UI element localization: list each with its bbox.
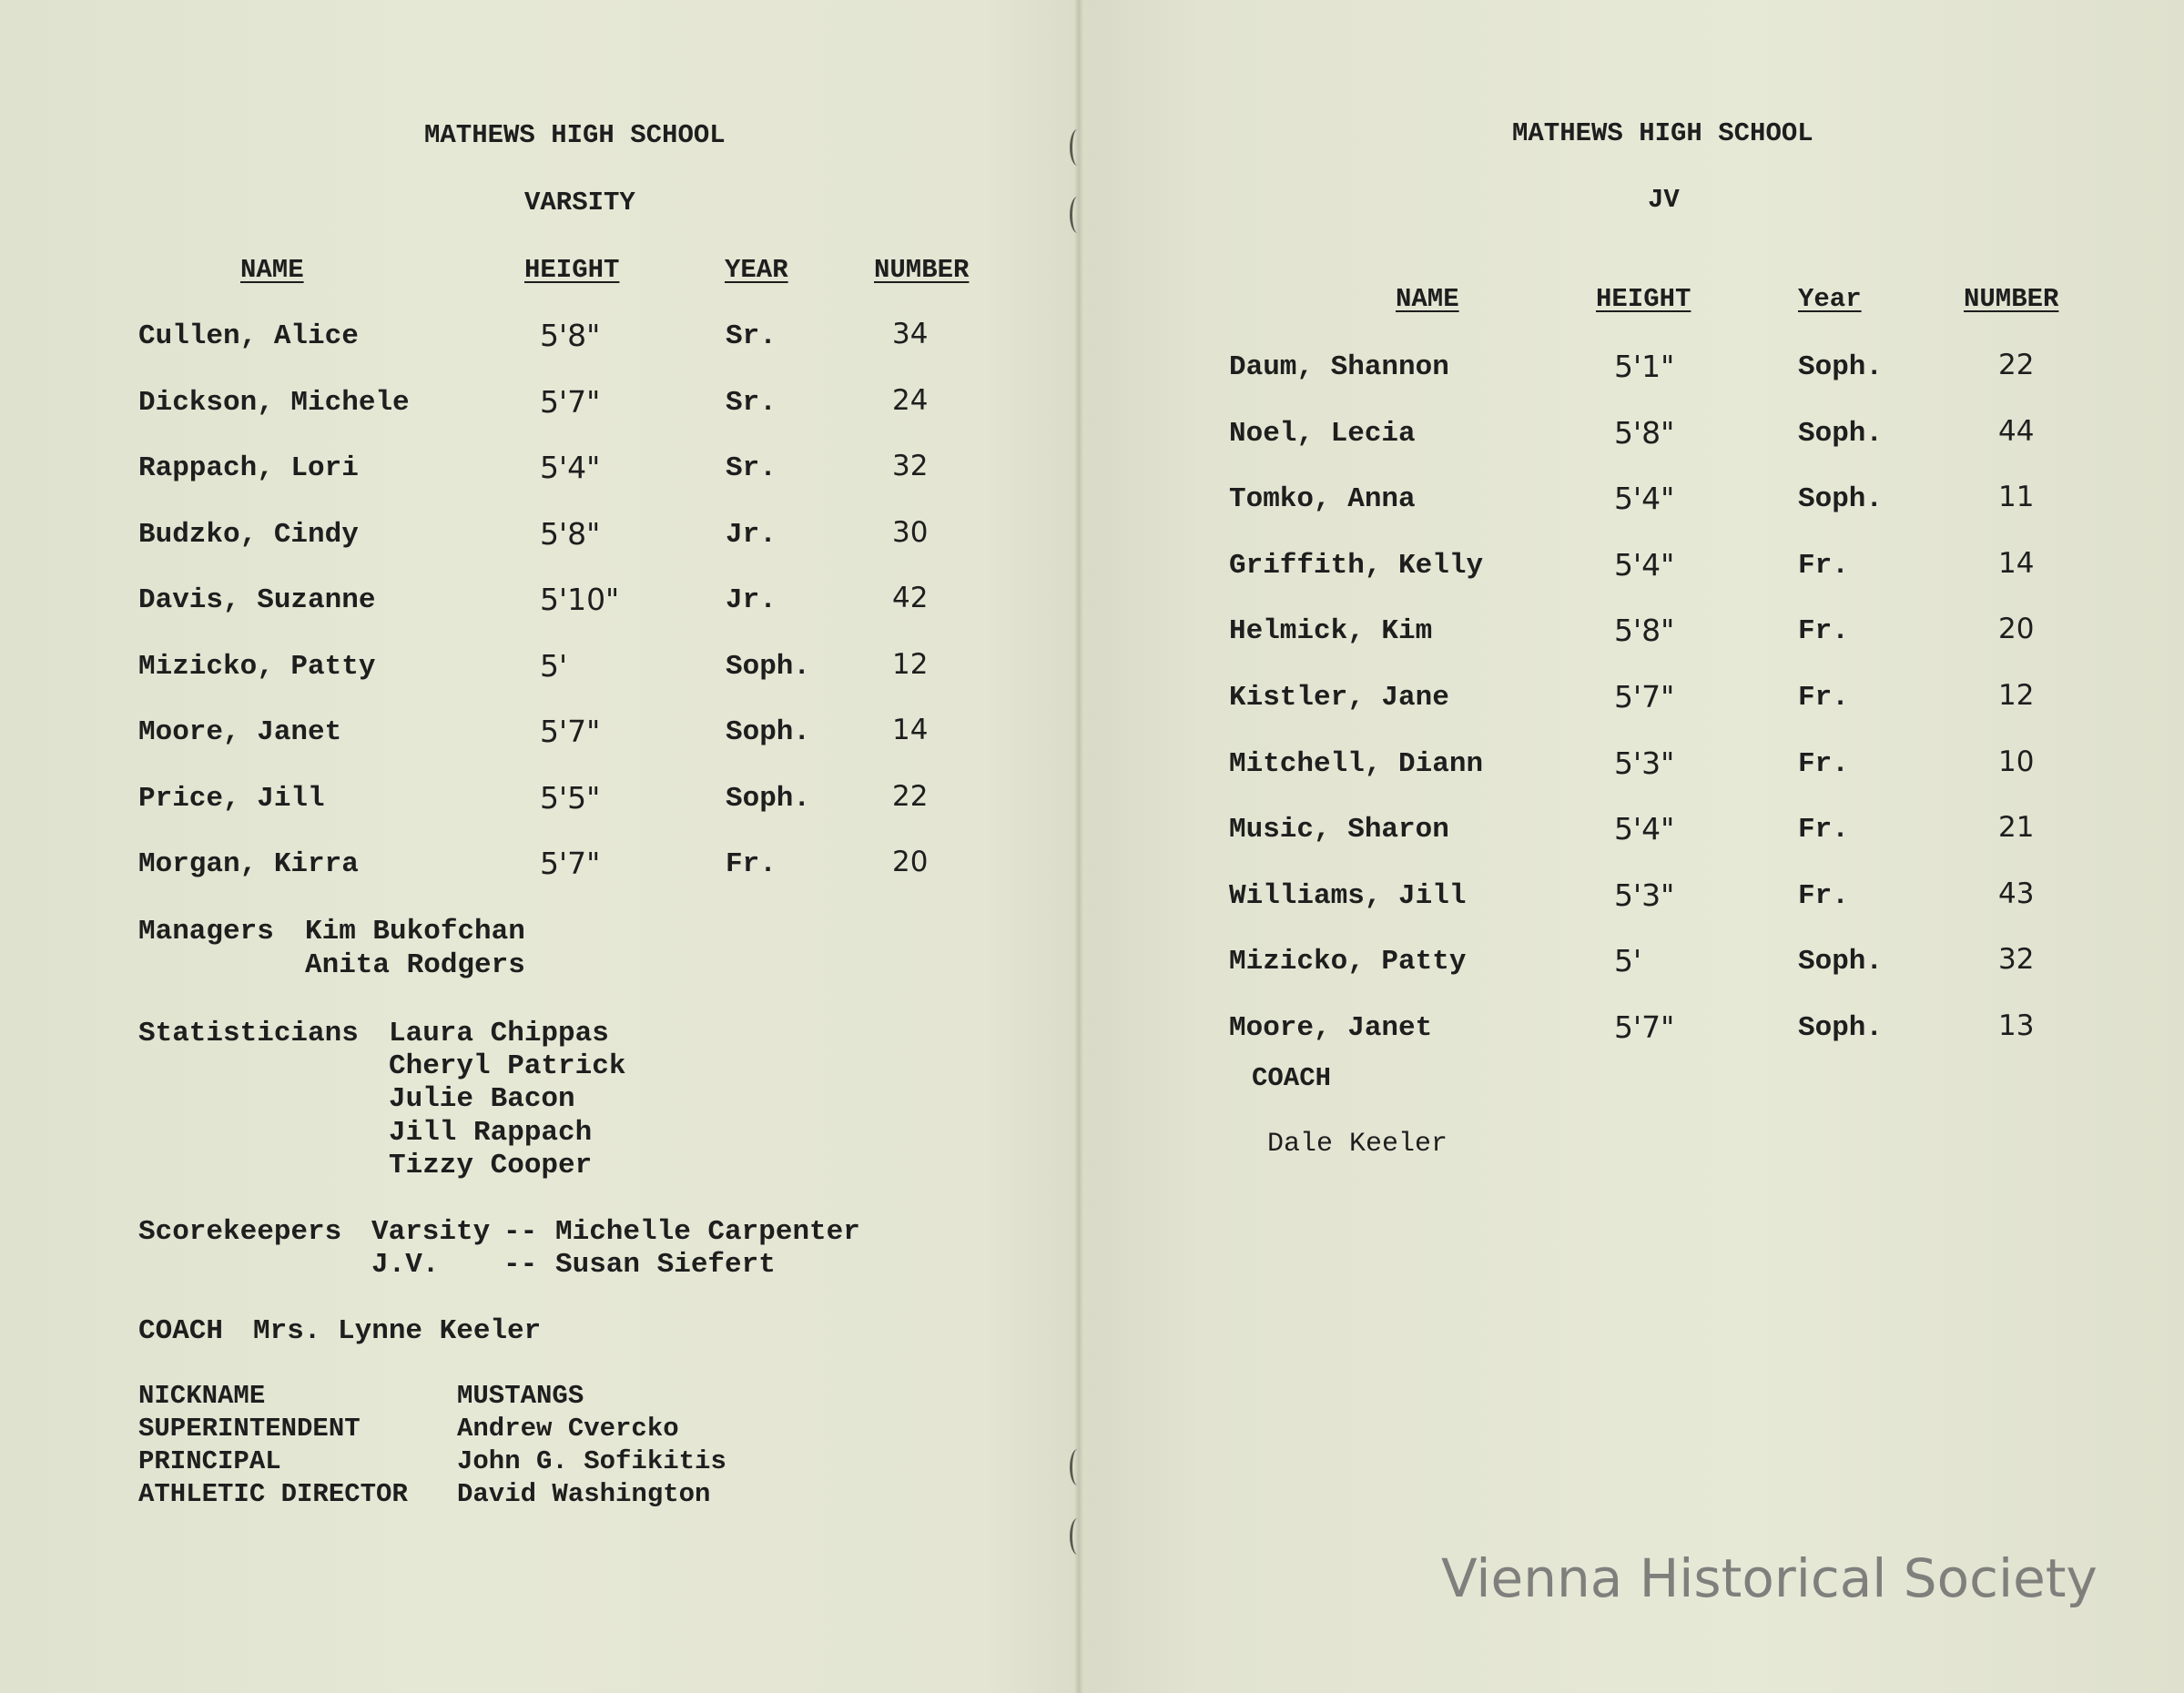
varsity-header-number: NUMBER [874,255,970,285]
jv-team-title: JV [1648,185,1680,215]
varsity-coach-name: Mrs. Lynne Keeler [253,1315,542,1347]
player-year: Jr. [726,518,777,551]
player-height: 5'7" [540,714,601,749]
player-year: Soph. [1798,1012,1884,1044]
player-name: Helmick, Kim [1229,615,1433,648]
jv-school-title: MATHEWS HIGH SCHOOL [1512,118,1813,148]
player-name: Mizicko, Patty [1229,946,1467,978]
watermark: Vienna Historical Society [1441,1547,2098,1609]
jv-page [1083,0,2184,1693]
player-name: Mizicko, Patty [138,650,376,683]
jv-header-height: HEIGHT [1596,284,1691,314]
player-height: 5'8" [540,515,601,552]
info-label-superintendent: SUPERINTENDENT [138,1414,361,1444]
varsity-header-year: YEAR [725,255,788,285]
varsity-coach-label: COACH [138,1315,224,1347]
player-number: 32 [892,450,929,482]
player-name: Noel, Lecia [1229,417,1416,450]
player-height: 5'4" [1614,481,1675,517]
player-name: Price, Jill [138,782,325,815]
manager-name: Kim Bukofchan [305,916,525,948]
info-label-nickname: NICKNAME [138,1381,266,1411]
info-value-nickname: MUSTANGS [457,1381,584,1411]
player-name: Daum, Shannon [1229,351,1449,383]
player-name: Griffith, Kelly [1229,549,1484,582]
jv-header-number: NUMBER [1964,284,2059,314]
jv-header-name: NAME [1396,284,1459,314]
player-year: Soph. [726,650,811,683]
scorekeeper-name: Michelle Carpenter [555,1216,860,1248]
player-number: 14 [1998,546,2035,580]
statistician-name: Julie Bacon [389,1083,575,1115]
player-name: Rappach, Lori [138,452,359,484]
player-year: Soph. [726,716,811,748]
info-value-principal: John G. Sofikitis [457,1446,726,1476]
scorekeeper-name: Susan Siefert [555,1249,776,1281]
info-value-superintendent: Andrew Cvercko [457,1414,679,1444]
player-year: Fr. [726,848,777,880]
player-name: Tomko, Anna [1229,483,1416,516]
scorekeeper-team: Varsity [371,1216,491,1248]
player-height: 5' [1614,943,1642,979]
scorekeeper-separator: -- [503,1249,538,1281]
player-year: Fr. [1798,879,1849,912]
player-year: Sr. [726,320,777,352]
player-year: Fr. [1798,549,1849,582]
player-height: 5'1" [1614,349,1675,384]
player-number: 10 [1998,745,2035,778]
player-number: 32 [1998,943,2035,977]
jv-coach-label: COACH [1252,1063,1332,1093]
player-name: Morgan, Kirra [138,848,359,880]
player-height: 5'7" [540,383,601,420]
player-height: 5' [540,647,568,684]
statistician-name: Cheryl Patrick [389,1050,626,1082]
player-name: Williams, Jill [1229,879,1467,912]
player-year: Soph. [1798,417,1884,450]
player-year: Soph. [726,782,811,815]
player-height: 5'3" [1614,877,1675,913]
player-number: 21 [1998,811,2035,845]
player-number: 22 [1998,349,2035,381]
info-label-athletic-director: ATHLETIC DIRECTOR [138,1479,408,1509]
player-year: Soph. [1798,483,1884,516]
player-height: 5'8" [1614,613,1675,649]
scorekeeper-separator: -- [503,1216,538,1248]
jv-header-year: Year [1798,284,1862,314]
player-number: 24 [892,383,929,417]
player-name: Moore, Janet [138,716,342,748]
managers-label: Managers [138,916,274,948]
player-height: 5'7" [1614,679,1675,715]
varsity-school-title: MATHEWS HIGH SCHOOL [424,120,726,150]
statistician-name: Jill Rappach [389,1117,593,1149]
player-height: 5'3" [1614,745,1675,781]
player-height: 5'7" [1614,1009,1675,1045]
player-name: Davis, Suzanne [138,584,376,616]
manager-name: Anita Rodgers [305,949,525,981]
player-name: Moore, Janet [1229,1012,1433,1044]
player-name: Kistler, Jane [1229,682,1449,714]
player-name: Budzko, Cindy [138,518,359,551]
player-number: 12 [892,647,929,681]
info-label-principal: PRINCIPAL [138,1446,281,1476]
player-year: Sr. [726,386,777,419]
player-number: 42 [892,582,929,614]
statistician-name: Tizzy Cooper [389,1150,593,1181]
player-height: 5'8" [1614,414,1675,451]
player-height: 5'5" [540,779,601,816]
player-year: Fr. [1798,747,1849,780]
player-year: Soph. [1798,946,1884,978]
scorekeeper-team: J.V. [371,1249,440,1281]
varsity-page [0,0,1074,1693]
player-number: 20 [892,846,929,878]
player-height: 5'4" [540,450,601,485]
player-number: 12 [1998,679,2035,712]
scorekeepers-label: Scorekeepers [138,1216,342,1248]
player-year: Fr. [1798,615,1849,648]
player-number: 44 [1998,414,2035,448]
player-height: 5'8" [540,318,601,353]
player-number: 11 [1998,481,2035,514]
player-year: Fr. [1798,682,1849,714]
player-number: 14 [892,714,929,746]
player-number: 34 [892,318,929,350]
player-number: 43 [1998,877,2035,910]
player-year: Sr. [726,452,777,484]
player-number: 22 [892,779,929,813]
player-number: 20 [1998,613,2035,646]
player-year: Jr. [726,584,777,616]
player-height: 5'7" [540,846,601,881]
player-year: Soph. [1798,351,1884,383]
player-name: Mitchell, Diann [1229,747,1484,780]
player-number: 13 [1998,1009,2035,1042]
player-year: Fr. [1798,814,1849,846]
statisticians-label: Statisticians [138,1018,359,1049]
center-fold [1074,0,1083,1693]
player-name: Cullen, Alice [138,320,359,352]
jv-coach-name: Dale Keeler [1267,1129,1448,1160]
varsity-team-title: VARSITY [524,188,635,218]
player-height: 5'4" [1614,811,1675,847]
player-height: 5'4" [1614,546,1675,583]
varsity-header-name: NAME [240,255,304,285]
info-value-athletic-director: David Washington [457,1479,711,1509]
player-name: Music, Sharon [1229,814,1449,846]
statistician-name: Laura Chippas [389,1018,609,1049]
player-number: 30 [892,515,929,549]
varsity-header-height: HEIGHT [524,255,620,285]
player-name: Dickson, Michele [138,386,410,419]
player-height: 5'10" [540,582,620,617]
